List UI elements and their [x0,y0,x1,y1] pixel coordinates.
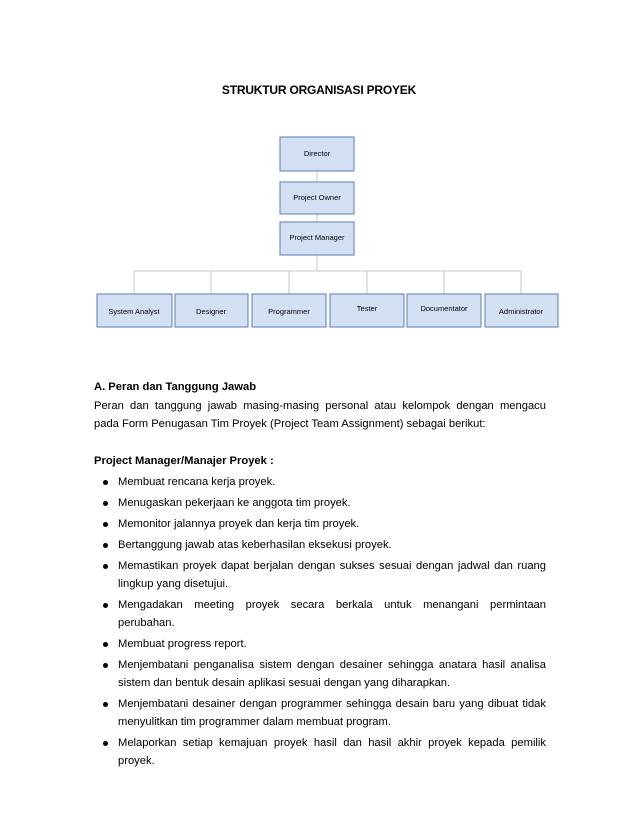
pm-heading: Project Manager/Manajer Proyek : [94,454,274,467]
list-item [94,515,546,533]
list-item-text: Memastikan proyek dapat berjalan dengan sukses sesuai dengan jadwal dan ruang lingkup yang disetujui. [118,560,546,590]
bullet-icon [103,663,108,668]
org-node-director [280,137,354,171]
org-node-label: Director [303,149,331,158]
bullet-icon [103,642,108,647]
org-node-tester [330,294,404,327]
bullet-icon [103,741,108,746]
section-intro: Peran dan tanggung jawab masing-masing personal atau kelompok dengan mengacu pada Form Penugasan Tim Proyek (Project Team Assignment) sebagai berikut: [94,399,546,430]
org-node-label: System Analyst [108,307,160,316]
org-node-label: Project Owner [293,193,341,202]
bullet-icon [103,480,108,485]
list-item-text: Memonitor jalannya proyek dan kerja tim proyek. [118,518,360,530]
spacer [94,434,546,452]
org-node-documentator [407,294,481,327]
list-item [94,473,546,491]
org-node-administrator [485,294,558,327]
org-node-label: Documentator [420,304,468,313]
org-node-label: Programmer [268,307,310,316]
pm-responsibilities-list [94,473,546,770]
org-node-label: Project Manager [289,233,345,242]
list-item [94,536,546,554]
section-heading: A. Peran dan Tanggung Jawab [94,381,257,393]
list-item [94,734,546,770]
list-item [94,494,546,512]
list-item-text: Menugaskan pekerjaan ke anggota tim proyek. [118,497,351,509]
org-node-programmer [252,294,326,327]
bullet-icon [103,543,108,548]
list-item-text: Melaporkan setiap kemajuan proyek hasil dan hasil akhir proyek kepada pemilik proyek. [118,737,546,767]
list-item-text: Membuat rencana kerja proyek. [118,476,276,488]
org-node-project-owner [280,182,354,214]
org-node-designer [175,294,248,327]
list-item-text: Menjembatani desainer dengan programmer sehingga desain baru yang dibuat tidak menyulitkan tim programmer dalam membuat program. [118,698,546,728]
list-item-text: Mengadakan meeting proyek secara berkala untuk menangani permintaan perubahan. [118,599,546,629]
list-item [94,635,546,653]
org-chart [0,0,638,340]
document-title: STRUKTUR ORGANISASI PROYEK [221,83,417,97]
bullet-icon [103,564,108,569]
org-node-project-manager [280,222,354,255]
list-item [94,596,546,632]
list-item [94,557,546,593]
org-node-system-analyst [97,294,172,327]
list-item [94,695,546,731]
list-item-text: Bertanggung jawab atas keberhasilan eksekusi proyek. [118,539,392,551]
org-node-label: Tester [356,304,378,313]
bullet-icon [103,702,108,707]
document-body [94,378,546,773]
bullet-icon [103,522,108,527]
bullet-icon [103,603,108,608]
org-node-label: Administrator [498,307,544,316]
bullet-icon [103,501,108,506]
org-node-label: Designer [195,307,227,316]
list-item-text: Membuat progress report. [118,638,247,650]
list-item [94,656,546,692]
list-item-text: Menjembatani penganalisa sistem dengan desainer sehingga anatara hasil analisa sistem dan bentuk desain aplikasi sesuai dengan yang diharapkan. [118,659,546,689]
